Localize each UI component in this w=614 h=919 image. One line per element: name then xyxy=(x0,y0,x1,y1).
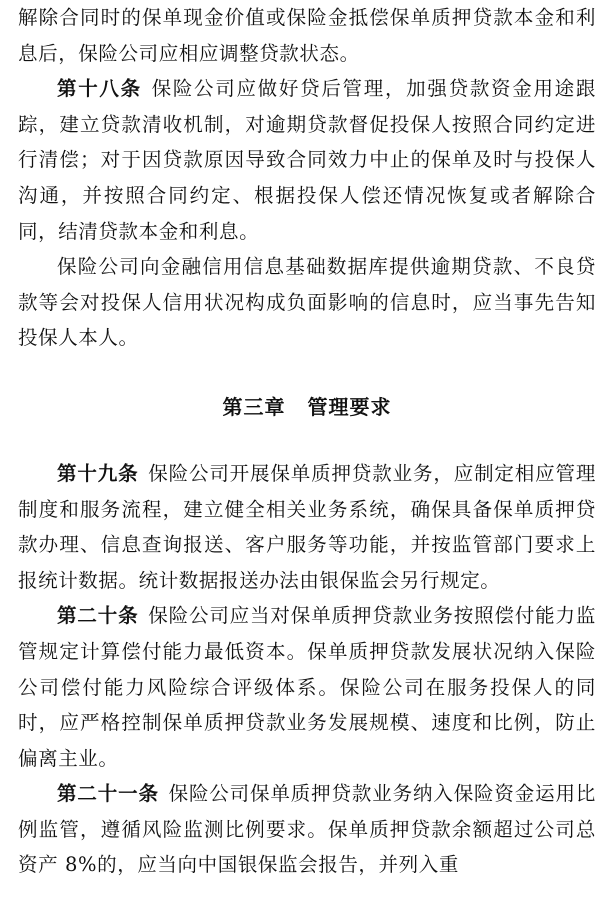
paragraph-continuation xyxy=(18,0,596,71)
article-heading: 第二十一条 xyxy=(57,782,159,806)
article-text: 保险公司开展保单质押贷款业务，应制定相应管理制度和服务流程，建立健全相关业务系统，确保具备保单质押贷款办理、信息查询报送、客户服务等功能，并按监管部门要求上报统计数据。统计数据报送办法由银保监会另行规定。 xyxy=(18,461,596,592)
article-text: 保险公司应做好贷后管理，加强贷款资金用途跟踪，建立贷款清收机制，对逾期贷款督促投保人按照合同约定进行清偿；对于因贷款原因导致合同效力中止的保单及时与投保人沟通，并按照合同约定、根据投保人偿还情况恢复或者解除合同，结清贷款本金和利息。 xyxy=(18,77,596,243)
article-20 xyxy=(18,598,596,776)
article-text: 保险公司应当对保单质押贷款业务按照偿付能力监管规定计算偿付能力最低资本。保单质押贷款发展状况纳入保险公司偿付能力风险综合评级体系。保险公司在服务投保人的同时，应严格控制保单质押贷款业务发展规模、速度和比例，防止偏离主业。 xyxy=(18,604,596,770)
article-heading: 第二十条 xyxy=(57,604,139,628)
article-18 xyxy=(18,71,596,249)
article-21 xyxy=(18,776,596,883)
chapter-title: 管理要求 xyxy=(307,394,392,419)
article-heading: 第十九条 xyxy=(57,461,139,485)
paragraph-text: 解除合同时的保单现金价值或保险金抵偿保单质押贷款本金和利息后，保险公司应相应调整贷款状态。 xyxy=(18,6,596,65)
article-19 xyxy=(18,456,596,598)
paragraph-credit-info xyxy=(18,249,596,356)
paragraph-text: 保险公司向金融信用信息基础数据库提供逾期贷款、不良贷款等会对投保人信用状况构成负面影响的信息时，应当事先告知投保人本人。 xyxy=(18,255,596,350)
chapter-heading xyxy=(18,392,596,422)
chapter-number: 第三章 xyxy=(222,394,286,419)
article-heading: 第十八条 xyxy=(57,77,142,101)
article-text: 保险公司保单质押贷款业务纳入保险资金运用比例监管，遵循风险监测比例要求。保单质押贷款余额超过公司总资产 8%的，应当向中国银保监会报告，并列入重 xyxy=(18,782,596,877)
